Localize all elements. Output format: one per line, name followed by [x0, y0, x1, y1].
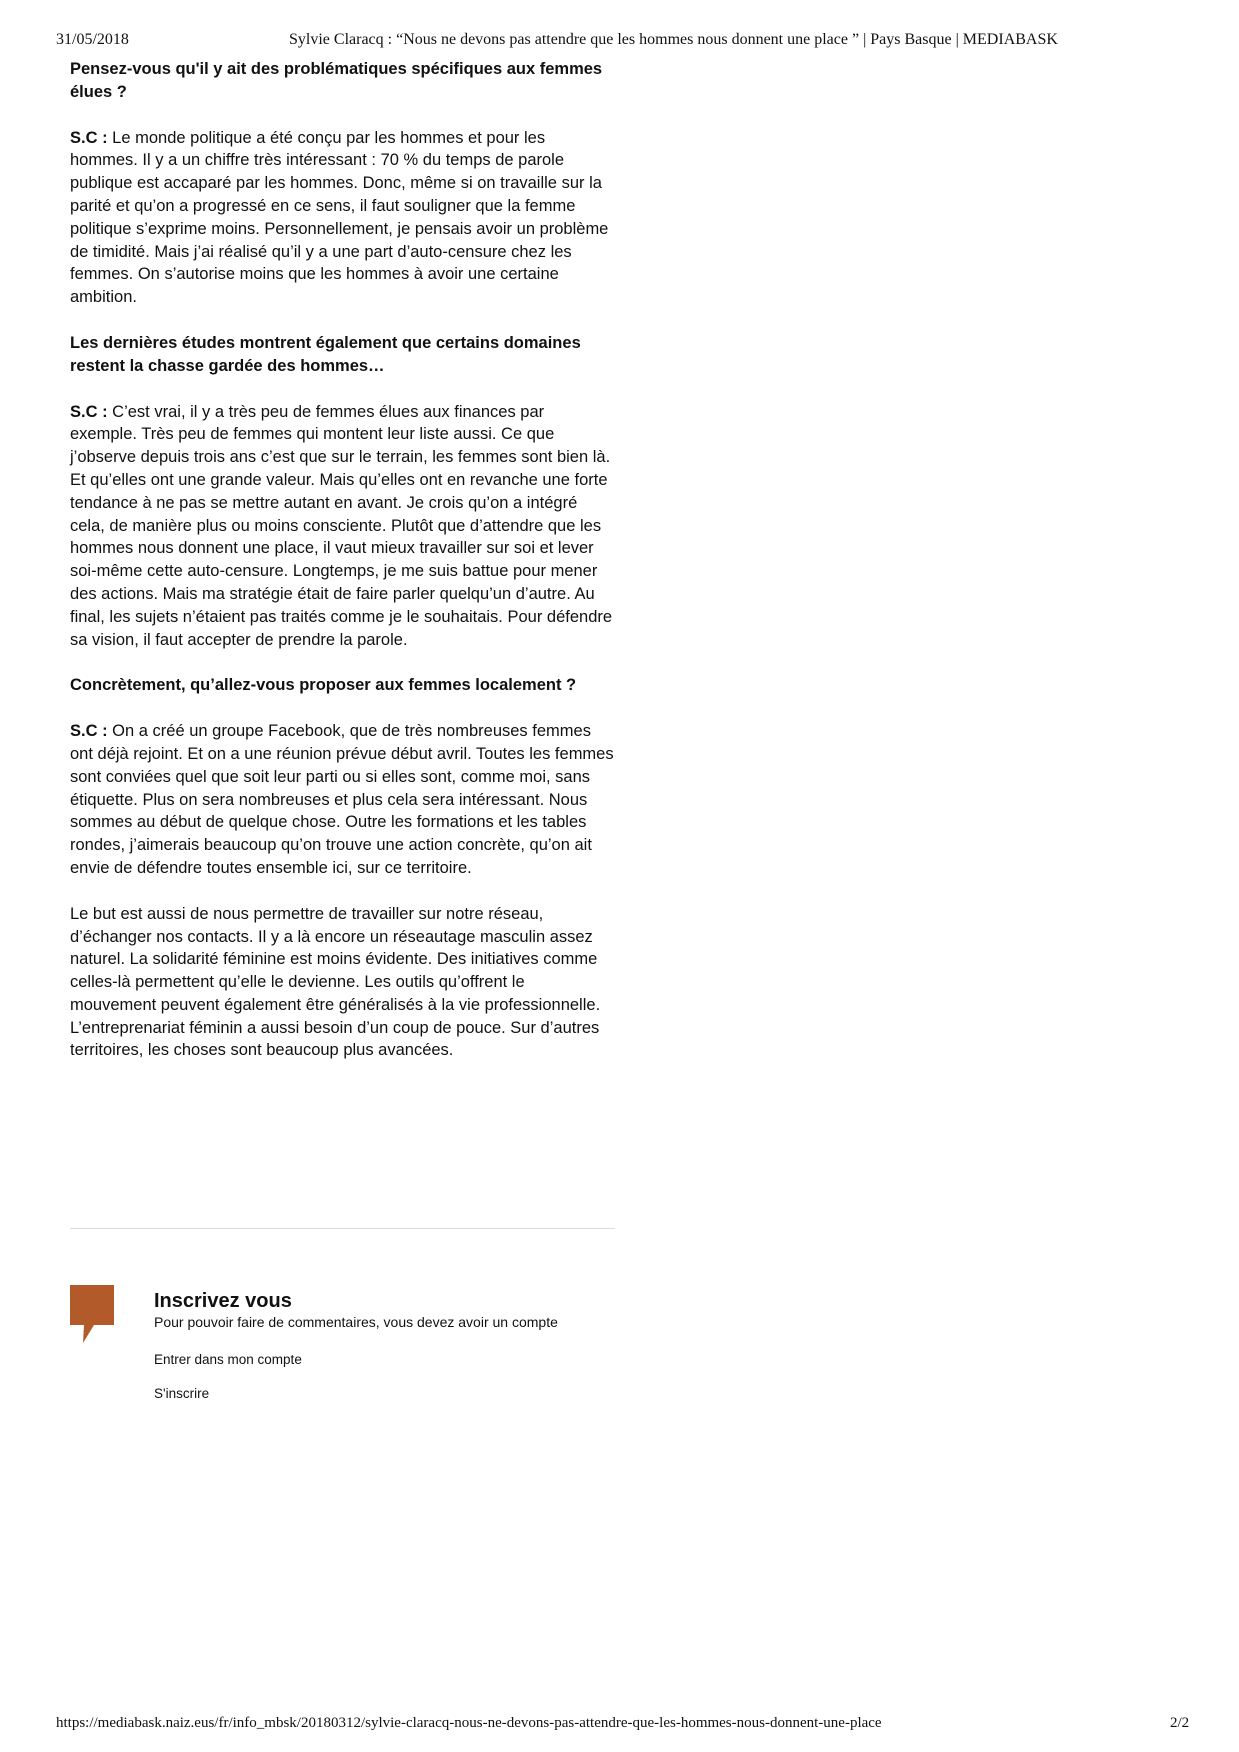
register-link[interactable]: S'inscrire — [154, 1386, 210, 1401]
comment-bubble-icon — [70, 1285, 114, 1343]
print-date: 31/05/2018 — [56, 31, 129, 48]
answer-text: Le monde politique a été conçu par les hommes et pour les hommes. Il y a un chiffre très intéressant : 70 % du temps de parole publique est accaparé par les hommes. Donc, même si on travaille sur la parité et qu’on a progressé en ce sens, il faut souligner que la femme politique s’exprime moins. Personnellement, je pensais avoir un problème de timidité. Mais j’ai réalisé qu’il y a une part d’auto-censure chez les femmes. On s’autorise moins que les hommes à avoir une certaine ambition. — [70, 128, 609, 307]
answer-text: On a créé un groupe Facebook, que de très nombreuses femmes ont déjà rejoint. Et on a une réunion prévue début avril. Toutes les femmes sont conviées quel que soit leur parti ou si elles sont, comme moi, sans étiquette. Plus on sera nombreuses et plus cela sera intéressant. Nous sommes au début de quelque chose. Outre les formations et les tables rondes, j’aimerais beaucoup qu’on trouve une action concrète, qu’on ait envie de défendre toutes ensemble ici, sur ce territoire. — [70, 722, 614, 877]
page-number: 2/2 — [1170, 1715, 1190, 1731]
speaker-label: S.C : — [70, 402, 108, 421]
speaker-label: S.C : — [70, 722, 108, 741]
signup-title: Inscrivez vous — [154, 1290, 292, 1312]
section-divider — [70, 1228, 615, 1229]
interview-question: Pensez-vous qu'il y ait des problématiques spécifiques aux femmes élues ? — [70, 60, 603, 101]
interview-answer — [70, 720, 615, 880]
interview-answer — [70, 401, 615, 652]
answer-text: C’est vrai, il y a très peu de femmes élues aux finances par exemple. Très peu de femmes qui montent leur liste aussi. Ce que j’observe depuis trois ans c’est que sur le terrain, les femmes sont bien là. Et qu’elles ont une grande valeur. Mais qu’elles ont en revanche une forte tendance à ne pas se mettre autant en avant. Je crois qu’on a intégré cela, de manière plus ou moins consciente. Plutôt que d’attendre que les hommes nous donnent une place, il vaut mieux travailler sur soi et lever soi-même cette auto-censure. Longtemps, je me suis battue pour mener des actions. Mais ma stratégie était de faire parler quelqu’un d’autre. Au final, les sujets n’étaient pas traités comme je le souhaitais. Pour défendre sa vision, il faut accepter de prendre la parole. — [70, 402, 613, 649]
article-body — [70, 58, 615, 1085]
speaker-label: S.C : — [70, 128, 108, 147]
interview-question: Les dernières études montrent également que certains domaines restent la chasse gardée des hommes… — [70, 333, 581, 375]
print-page-title: Sylvie Claracq : “Nous ne devons pas attendre que les hommes nous donnent une place ” | Pays Basque | MEDIABASK — [289, 31, 1058, 48]
signup-subtitle: Pour pouvoir faire de commentaires, vous devez avoir un compte — [154, 1314, 558, 1330]
login-link[interactable]: Entrer dans mon compte — [154, 1352, 302, 1367]
interview-answer — [70, 127, 615, 309]
print-url: https://mediabask.naiz.eus/fr/info_mbsk/20180312/sylvie-claracq-nous-ne-devons-pas-attendre-que-les-hommes-nous-donnent-une-place — [56, 1715, 882, 1731]
article-paragraph: Le but est aussi de nous permettre de travailler sur notre réseau, d’échanger nos contacts. Il y a là encore un réseautage masculin assez naturel. La solidarité féminine est moins évidente. Des initiatives comme celles-là permettent qu’elle le devienne. Les outils qu’offrent le mouvement peuvent également être généralisés à la vie professionnelle. L’entreprenariat féminin a aussi besoin d’un coup de pouce. Sur d’autres territoires, les choses sont beaucoup plus avancées. — [70, 904, 601, 1060]
interview-question: Concrètement, qu’allez-vous proposer aux femmes localement ? — [70, 676, 577, 695]
